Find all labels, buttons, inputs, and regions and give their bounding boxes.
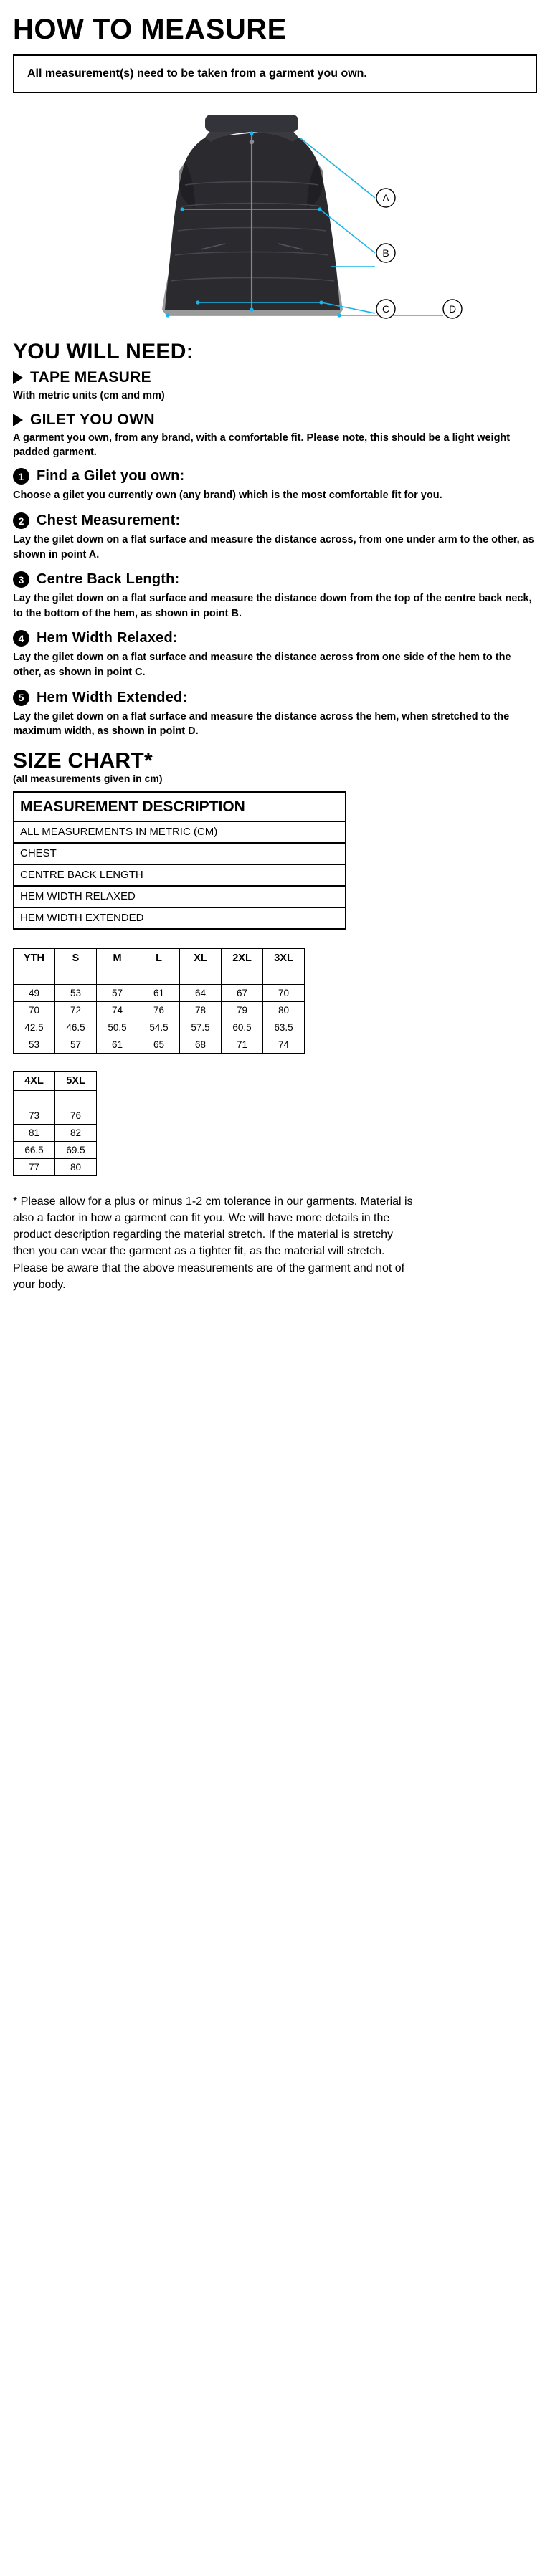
table-cell: 64	[180, 984, 222, 1001]
table-cell: 69.5	[55, 1141, 97, 1158]
svg-text:D: D	[448, 302, 457, 315]
size-chart-heading: SIZE CHART*	[13, 748, 153, 773]
table-cell	[222, 968, 263, 984]
page-title: HOW TO MEASURE	[13, 14, 287, 45]
step-body: Lay the gilet down on a flat surface and measure the distance across from one side of the hem to the other, as shown in point C.	[13, 652, 511, 678]
table-row	[14, 792, 346, 821]
table-cell: 46.5	[55, 1019, 97, 1036]
table-cell: HEM WIDTH RELAXED	[14, 886, 346, 907]
step-body: Lay the gilet down on a flat surface and measure the distance across the hem, when stretched to the maximum width, as shown in point D.	[13, 710, 510, 738]
table-cell	[97, 968, 138, 984]
table-cell: 78	[180, 1001, 222, 1019]
table-cell	[14, 968, 55, 984]
table-cell: 74	[97, 1001, 138, 1019]
triangle-bullet-icon	[13, 414, 23, 426]
table-cell: 53	[55, 984, 97, 1001]
need-title: GILET YOU OWN	[30, 411, 155, 428]
svg-text:A: A	[382, 191, 389, 204]
table-cell	[55, 1090, 97, 1107]
table-cell: 57	[55, 1036, 97, 1053]
size-chart-subheading: (all measurements given in cm)	[13, 772, 163, 784]
measurement-description-table	[13, 791, 346, 930]
table-header-cell: 3XL	[263, 948, 305, 968]
need-item-tape-measure	[13, 369, 537, 403]
step-body: Lay the gilet down on a flat surface and measure the distance across, from one under arm to the other, as shown in point A.	[13, 534, 534, 560]
table-cell: 61	[138, 984, 180, 1001]
svg-text:C: C	[381, 302, 390, 315]
table-cell: 76	[55, 1107, 97, 1124]
table-cell: CHEST	[14, 843, 346, 864]
step-1	[13, 468, 537, 503]
footer-note: * Please allow for a plus or minus 1-2 cm tolerance in our garments. Material is also a factor in how a garment can fit you. We will have more details in the product description regarding the material stretch. If the material is stretchy then you can wear the garment as a tighter fit, as the material will stretch. Please be aware that the above measurements are of the garment and not of your body.	[13, 1195, 413, 1291]
table-header-cell: S	[55, 948, 97, 968]
step-title: Centre Back Length:	[37, 571, 180, 588]
table-header-cell: L	[138, 948, 180, 968]
table-cell: 79	[222, 1001, 263, 1019]
table-header-cell: 5XL	[55, 1071, 97, 1090]
table-cell: 60.5	[222, 1019, 263, 1036]
table-row	[14, 1090, 97, 1107]
step-number-badge: 3	[13, 571, 29, 588]
table-cell: 63.5	[263, 1019, 305, 1036]
table-cell: 76	[138, 1001, 180, 1019]
table-row	[14, 1107, 97, 1124]
table-cell	[138, 968, 180, 984]
table-cell: 70	[14, 1001, 55, 1019]
table-cell: 49	[14, 984, 55, 1001]
table-row	[14, 1124, 97, 1141]
table-cell: 73	[14, 1107, 55, 1124]
table-header-cell: M	[97, 948, 138, 968]
table-cell: ALL MEASUREMENTS IN METRIC (CM)	[14, 821, 346, 843]
table-row	[14, 886, 346, 907]
size-table-secondary	[13, 1071, 97, 1176]
table-row	[14, 864, 346, 886]
table-header-cell: MEASUREMENT DESCRIPTION	[14, 792, 346, 821]
step-3	[13, 571, 537, 621]
table-row	[14, 1158, 97, 1175]
table-row	[14, 948, 305, 968]
table-row	[14, 907, 346, 929]
table-cell	[263, 968, 305, 984]
table-row	[14, 1001, 305, 1019]
step-body: Lay the gilet down on a flat surface and measure the distance down from the top of the centre back neck, to the bottom of the hem, as shown in point B.	[13, 593, 532, 619]
step-4	[13, 630, 537, 679]
table-cell: CENTRE BACK LENGTH	[14, 864, 346, 886]
gilet-illustration	[13, 100, 537, 330]
notice-box	[13, 54, 537, 93]
step-number-badge: 4	[13, 630, 29, 647]
table-cell: 67	[222, 984, 263, 1001]
table-row	[14, 1019, 305, 1036]
step-title: Hem Width Extended:	[37, 689, 188, 705]
table-row	[14, 1036, 305, 1053]
table-row	[14, 1071, 97, 1090]
table-cell	[55, 968, 97, 984]
table-cell: 53	[14, 1036, 55, 1053]
table-header-cell: 4XL	[14, 1071, 55, 1090]
table-cell	[180, 968, 222, 984]
step-number-badge: 1	[13, 468, 29, 485]
table-cell: 61	[97, 1036, 138, 1053]
step-body: Choose a gilet you currently own (any brand) which is the most comfortable fit for you.	[13, 490, 442, 502]
step-2	[13, 512, 537, 562]
step-title: Chest Measurement:	[37, 512, 181, 529]
table-header-cell: YTH	[14, 948, 55, 968]
need-item-gilet	[13, 411, 537, 460]
table-header-cell: 2XL	[222, 948, 263, 968]
svg-text:B: B	[382, 247, 389, 259]
gilet-diagram-svg	[13, 100, 537, 330]
need-body: With metric units (cm and mm)	[13, 389, 165, 401]
table-cell	[14, 1090, 55, 1107]
step-number-badge: 2	[13, 512, 29, 529]
table-cell: 72	[55, 1001, 97, 1019]
table-cell: 81	[14, 1124, 55, 1141]
table-cell: 42.5	[14, 1019, 55, 1036]
table-cell: 66.5	[14, 1141, 55, 1158]
table-row	[14, 821, 346, 843]
table-cell: 68	[180, 1036, 222, 1053]
table-cell: 80	[263, 1001, 305, 1019]
table-cell: 82	[55, 1124, 97, 1141]
table-row	[14, 968, 305, 984]
table-cell: 74	[263, 1036, 305, 1053]
step-title: Find a Gilet you own:	[37, 468, 185, 485]
table-cell: 50.5	[97, 1019, 138, 1036]
table-row	[14, 1141, 97, 1158]
table-cell: HEM WIDTH EXTENDED	[14, 907, 346, 929]
table-cell: 71	[222, 1036, 263, 1053]
table-cell: 57	[97, 984, 138, 1001]
table-row	[14, 984, 305, 1001]
table-cell: 65	[138, 1036, 180, 1053]
table-cell: 54.5	[138, 1019, 180, 1036]
you-will-need-heading: YOU WILL NEED:	[13, 339, 194, 363]
step-number-badge: 5	[13, 690, 29, 706]
triangle-bullet-icon	[13, 371, 23, 384]
step-title: Hem Width Relaxed:	[37, 630, 178, 647]
table-cell: 77	[14, 1158, 55, 1175]
need-body: A garment you own, from any brand, with a comfortable fit. Please note, this should be a light weight padded garment.	[13, 431, 511, 459]
notice-text: All measurement(s) need to be taken from a garment you own.	[27, 67, 367, 80]
table-cell: 80	[55, 1158, 97, 1175]
table-header-cell: XL	[180, 948, 222, 968]
need-title: TAPE MEASURE	[30, 368, 151, 386]
size-table-primary	[13, 948, 305, 1054]
step-5	[13, 690, 537, 739]
table-cell: 70	[263, 984, 305, 1001]
table-cell: 57.5	[180, 1019, 222, 1036]
table-row	[14, 843, 346, 864]
